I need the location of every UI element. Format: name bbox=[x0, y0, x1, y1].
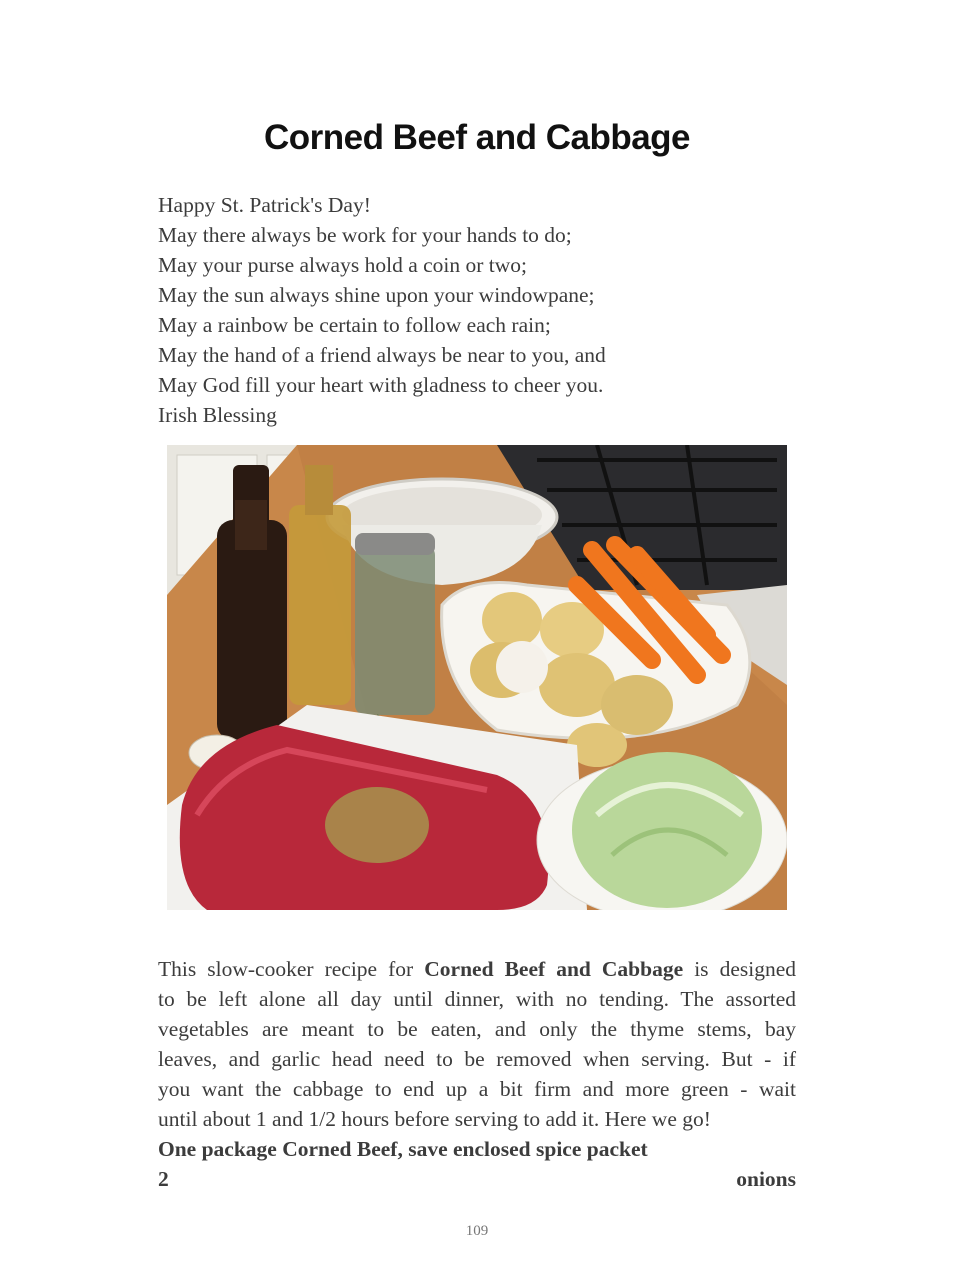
intro-line bbox=[158, 954, 796, 984]
recipe-intro bbox=[158, 954, 796, 1194]
poem-line: May God fill your heart with gladness to cheer you. bbox=[158, 373, 604, 397]
ingredient-item: One package Corned Beef, save enclosed spice packet bbox=[158, 1137, 648, 1161]
poem-line: May there always be work for your hands to do; bbox=[158, 223, 572, 247]
poem-attribution: Irish Blessing bbox=[158, 403, 277, 427]
intro-line: leaves, and garlic head need to be removed when serving. But - if bbox=[158, 1047, 796, 1071]
page-number: 109 bbox=[465, 1223, 489, 1239]
intro-line: to be left alone all day until dinner, with no tending. The assorted bbox=[158, 987, 796, 1011]
intro-line: until about 1 and 1/2 hours before serving to add it. Here we go! bbox=[158, 1107, 711, 1131]
poem-line: May your purse always hold a coin or two; bbox=[158, 253, 528, 277]
poem-line: May a rainbow be certain to follow each rain; bbox=[158, 313, 551, 337]
ingredient-quantity: 2 bbox=[158, 1167, 169, 1191]
intro-text: This slow-cooker recipe for bbox=[158, 957, 414, 981]
recipe-ingredients-photo bbox=[167, 445, 787, 910]
ingredient-item bbox=[158, 1164, 796, 1194]
recipe-name-bold: Corned Beef and Cabbage bbox=[424, 957, 684, 981]
irish-blessing-poem bbox=[158, 190, 798, 430]
intro-line: vegetables are meant to be eaten, and only the thyme stems, bay bbox=[158, 1017, 796, 1041]
intro-line: you want the cabbage to end up a bit firm and more green - wait bbox=[158, 1077, 796, 1101]
poem-line: Happy St. Patrick's Day! bbox=[158, 193, 371, 217]
poem-line: May the hand of a friend always be near to you, and bbox=[158, 343, 606, 367]
poem-line: May the sun always shine upon your windowpane; bbox=[158, 283, 595, 307]
intro-text: is designed bbox=[694, 957, 796, 981]
ingredient-name: onions bbox=[736, 1167, 796, 1191]
recipe-title: Corned Beef and Cabbage bbox=[263, 118, 691, 157]
photo-illustration bbox=[167, 445, 787, 910]
